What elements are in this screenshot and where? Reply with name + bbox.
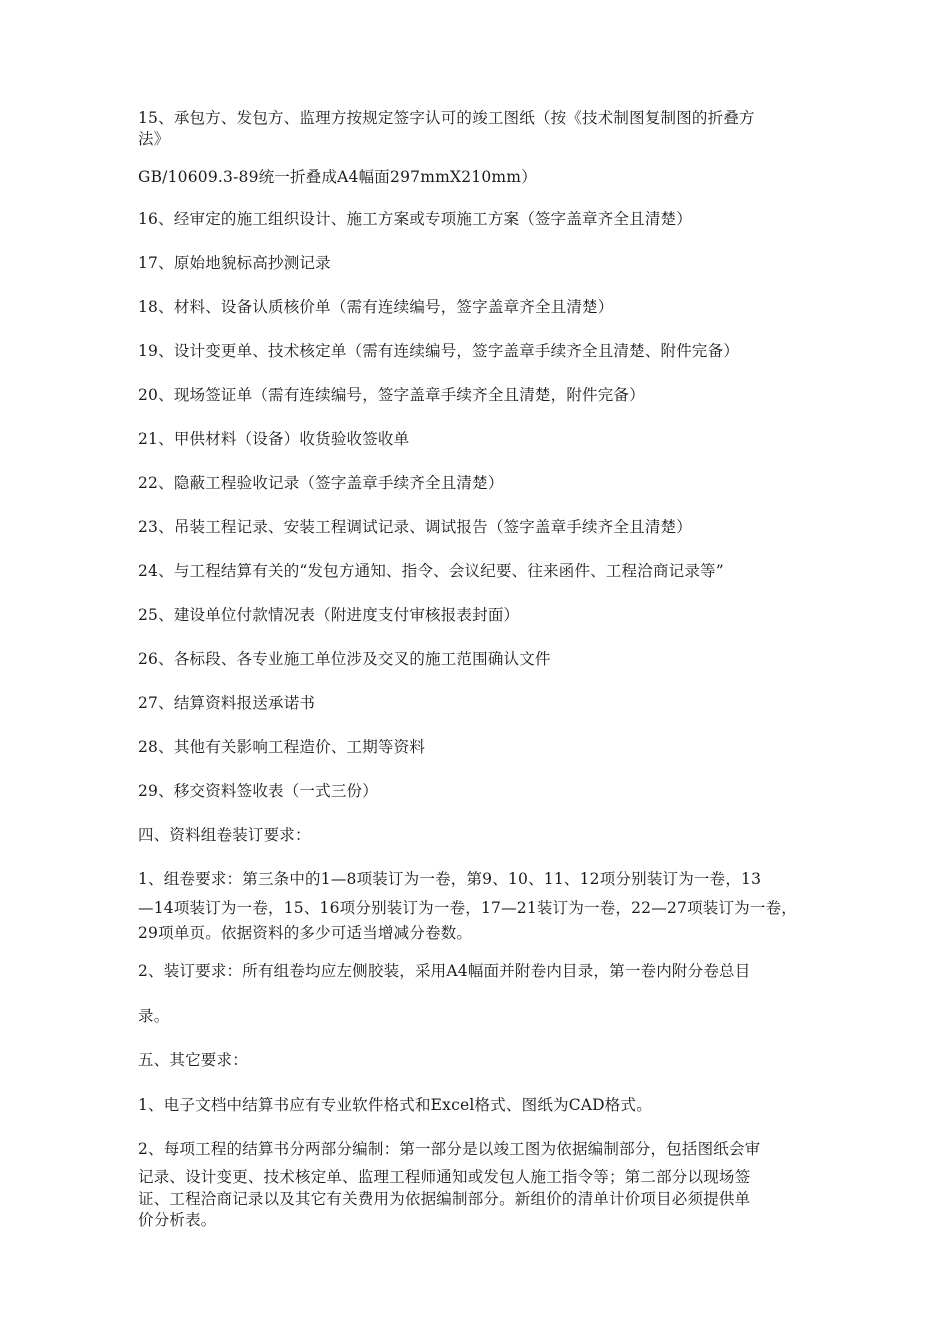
text-line: 29项单页。依据资料的多少可适当增减分卷数。 (138, 924, 473, 942)
text-line: 21、甲供材料（设备）收货验收签收单 (138, 430, 410, 448)
text-line: GB/10609.3-89统一折叠成A4幅面297mmX210mm） (138, 168, 537, 186)
text-line: 22、隐蔽工程验收记录（签字盖章手续齐全且清楚） (138, 474, 504, 492)
section-heading: 四、资料组卷装订要求： (138, 826, 311, 844)
text-line: 17、原始地貌标高抄测记录 (138, 254, 331, 272)
text-line: 16、经审定的施工组织设计、施工方案或专项施工方案（签字盖章齐全且清楚） (138, 210, 692, 228)
text-line: 法》 (138, 130, 170, 148)
text-line: 2、装订要求：所有组卷均应左侧胶装，采用A4幅面并附卷内目录，第一卷内附分卷总目 (138, 962, 751, 980)
text-line: 价分析表。 (138, 1211, 217, 1229)
text-line: —14项装订为一卷，15、16项分别装订为一卷，17—21装订为一卷，22—27项装订为一卷， (138, 899, 797, 917)
text-line: 15、承包方、发包方、监理方按规定签字认可的竣工图纸（按《技术制图复制图的折叠方 (138, 109, 755, 127)
text-line: 录。 (138, 1007, 170, 1025)
text-line: 1、电子文档中结算书应有专业软件格式和Excel格式、图纸为CAD格式。 (138, 1096, 652, 1114)
text-line: 24、与工程结算有关的“发包方通知、指令、会议纪要、往来函件、工程洽商记录等” (138, 562, 724, 580)
text-line: 20、现场签证单（需有连续编号，签字盖章手续齐全且清楚，附件完备） (138, 386, 645, 404)
section-heading: 五、其它要求： (138, 1051, 248, 1069)
text-line: 29、移交资料签收表（一式三份） (138, 782, 378, 800)
text-line: 25、建设单位付款情况表（附进度支付审核报表封面） (138, 606, 520, 624)
text-line: 28、其他有关影响工程造价、工期等资料 (138, 738, 426, 756)
text-line: 27、结算资料报送承诺书 (138, 694, 316, 712)
text-line: 记录、设计变更、技术核定单、监理工程师通知或发包人施工指令等；第二部分以现场签 (138, 1168, 751, 1186)
text-line: 23、吊装工程记录、安装工程调试记录、调试报告（签字盖章手续齐全且清楚） (138, 518, 692, 536)
text-line: 19、设计变更单、技术核定单（需有连续编号，签字盖章手续齐全且清楚、附件完备） (138, 342, 740, 360)
text-line: 18、材料、设备认质核价单（需有连续编号，签字盖章齐全且清楚） (138, 298, 614, 316)
text-line: 2、每项工程的结算书分两部分编制：第一部分是以竣工图为依据编制部分，包括图纸会审 (138, 1140, 761, 1158)
text-line: 26、各标段、各专业施工单位涉及交叉的施工范围确认文件 (138, 650, 551, 668)
text-line: 1、组卷要求：第三条中的1—8项装订为一卷，第9、10、11、12项分别装订为一卷，13 (138, 870, 762, 888)
text-line: 证、工程洽商记录以及其它有关费用为依据编制部分。新组价的清单计价项目必须提供单 (138, 1190, 751, 1208)
